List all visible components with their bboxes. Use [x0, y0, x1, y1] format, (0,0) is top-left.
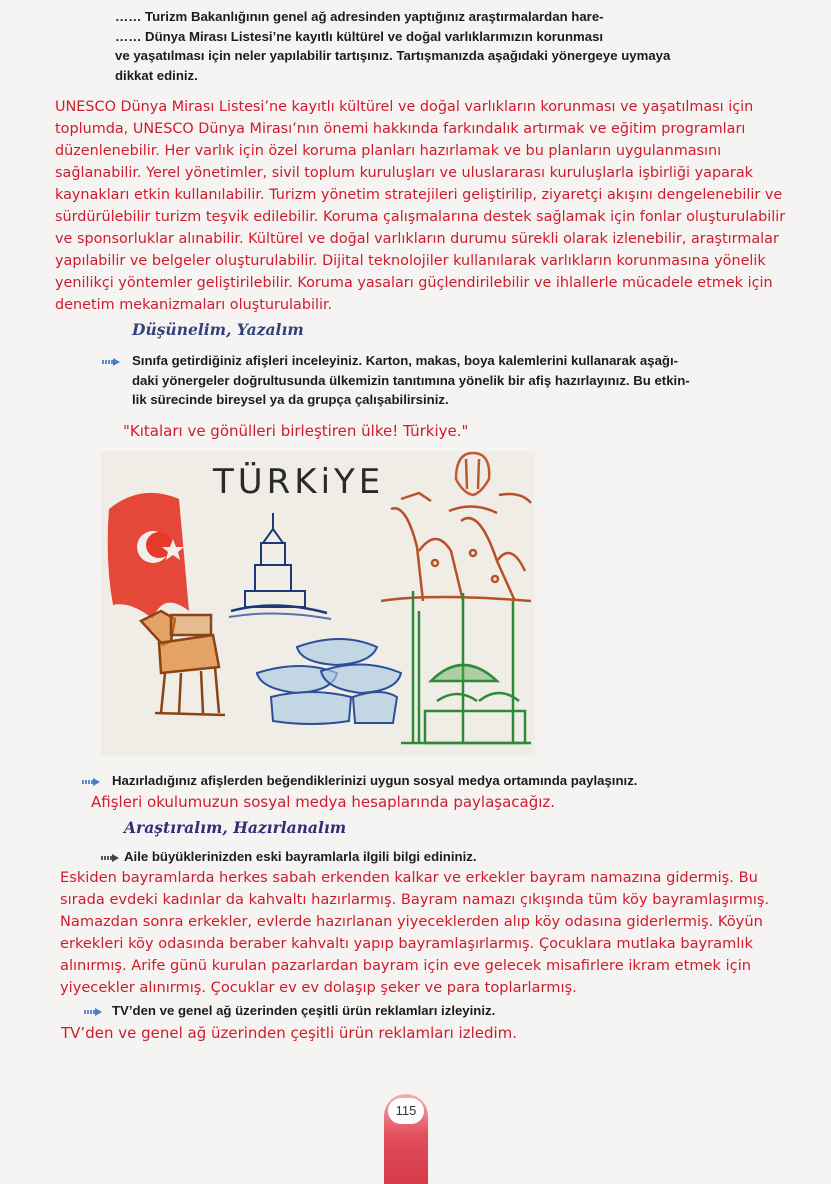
- poster-question-line: Sınıfa getirdiğiniz afişleri inceleyiniz. Karton, makas, boya kalemlerini kullanarak aşağı-: [132, 353, 679, 368]
- share-answer: Afişleri okulumuzun sosyal medya hesaplarında paylaşacağız.: [91, 793, 556, 811]
- intro-question: [115, 7, 670, 85]
- turkish-flag-drawing: [108, 493, 189, 619]
- answer-line: alınırmış. Arife günü kurulan pazarlardan bayram için eve gelecek misafirlere ikram etmek için: [60, 957, 752, 974]
- answer-line: Eskiden bayramlarda herkes sabah erkenden kalkar ve erkekler bayram namazına gidermiş. Bu: [60, 869, 758, 886]
- holiday-answer: [60, 867, 769, 999]
- answer-line: toplumda, UNESCO Dünya Mirası’nın önemi hakkında farkındalık artırmak ve eğitim programları: [55, 121, 746, 137]
- turkiye-poster-image: [101, 451, 535, 756]
- answer-line: yiyecekler alınırmış. Çocuklar ev ev dolaşıp şeker ve para toplarlarmış.: [60, 979, 577, 996]
- intro-question-line: …… Turizm Bakanlığının genel ağ adresinden yaptığınız araştırmalardan hare-: [115, 9, 604, 24]
- tv-question: TV’den ve genel ağ üzerinden çeşitli ürün reklamları izleyiniz.: [112, 1003, 496, 1018]
- page-number: 115: [388, 1098, 424, 1124]
- answer-line: UNESCO Dünya Mirası Listesi’ne kayıtlı kültürel ve doğal varlıkların korunması ve yaşatılması için: [55, 99, 754, 115]
- answer-line: denetim mekanizmaları oluşturulabilir.: [55, 297, 333, 313]
- unesco-answer: [55, 96, 785, 316]
- answer-line: Namazdan sonra erkekler, evlerde hazırlanan yiyeceklerden alıp köy odasına giderlermiş. Köyün: [60, 913, 763, 930]
- poster-slogan: "Kıtaları ve gönülleri birleştiren ülke! Türkiye.": [123, 422, 469, 440]
- answer-line: ve sponsorluklar alınabilir. Kültürel ve doğal varlıkların durumu sürekli olarak izlenebilir, araştırmalar: [55, 231, 779, 247]
- tv-answer: TV’den ve genel ağ üzerinden çeşitli ürün reklamları izledim.: [61, 1024, 518, 1042]
- poster-question-line: lik sürecinde bireysel ya da grupça çalışabilirsiniz.: [132, 392, 449, 407]
- answer-line: düzenlenebilir. Her varlık için özel koruma planları hazırlamak ve bu planların uygulanmasını: [55, 143, 722, 159]
- answer-line: sağlanabilir. Yerel yönetimler, sivil toplum kuruluşları ve uluslararası kuruluşlarla işbirliği yaparak: [55, 165, 753, 181]
- answer-line: yapılabilir ve belgeler oluşturulabilir. Dijital teknolojiler kullanılarak varlıkların korunmasına yönelik: [55, 253, 766, 269]
- arrow-bullet-icon: [84, 1008, 102, 1016]
- poster-question-line: daki yönergeler doğrultusunda ülkemizin tanıtımına yönelik bir afiş hazırlayınız. Bu etkin-: [132, 372, 690, 388]
- poster-question: [132, 351, 690, 410]
- arrow-bullet-icon: [102, 358, 120, 366]
- intro-question-line: …… Dünya Mirası Listesi’ne kayıtlı kültürel ve doğal varlıklarımızın korunması: [115, 28, 604, 44]
- arrow-bullet-icon: [101, 854, 119, 862]
- answer-line: sürdürülebilir turizm teşvik edilebilir. Koruma çalışmalarına destek sağlamak için fonlar oluşturulabilir: [55, 209, 786, 225]
- share-question: Hazırladığınız afişlerden beğendiklerinizi uygun sosyal medya ortamında paylaşınız.: [112, 773, 638, 788]
- holiday-question: Aile büyüklerinizden eski bayramlarla ilgili bilgi edininiz.: [124, 849, 477, 864]
- answer-line: kaynakları etkin kullanılabilir. Turizm yönetim stratejileri geliştirilip, ziyaretçi akışını dengelenebilir ve: [55, 187, 783, 203]
- intro-question-line: ve yaşatılması için neler yapılabilir tartışınız. Tartışmanızda aşağıdaki yönergeye uymaya: [115, 48, 671, 63]
- poster-title: TÜRKiYE: [213, 462, 385, 502]
- arrow-bullet-icon: [82, 778, 100, 786]
- answer-line: erkekleri köy odasında beraber kahvaltı yapıp bayramlaşırlarmış. Çocuklara mutlaka bayramlık: [60, 935, 753, 952]
- answer-line: sırada evdeki kadınlar da kahvaltı hazırlarmış. Bayram namazı çıkışında tüm köy bayramlaşırmış.: [60, 891, 770, 908]
- answer-line: yenilikçi yöntemler geliştirilebilir. Koruma yasaları güçlendirilebilir ve ihlallerle mücadele etmek için: [55, 275, 773, 291]
- section-title-arastiralim: Araştıralım, Hazırlanalım: [124, 818, 347, 837]
- section-title-dusunelim: Düşünelim, Yazalım: [132, 320, 304, 339]
- intro-question-line: dikkat ediniz.: [115, 67, 198, 83]
